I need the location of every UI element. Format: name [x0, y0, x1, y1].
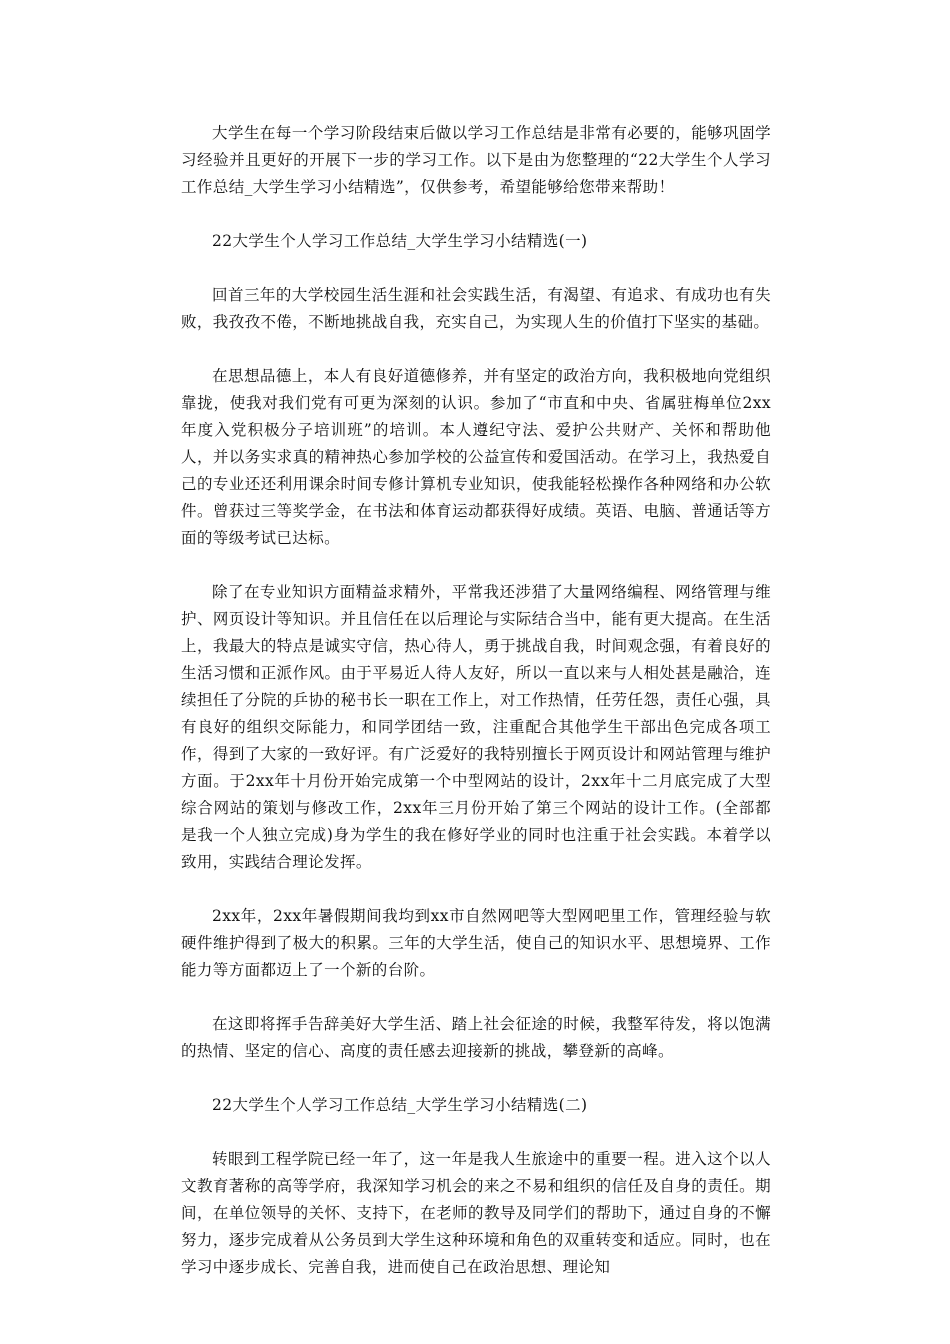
body-paragraph: 2xx年，2xx年暑假期间我均到xx市自然网吧等大型网吧里工作，管理经验与软硬件维护得到了极大的积累。三年的大学生活，使自己的知识水平、思想境界、工作能力等方面都迈上了一个新的台阶。 — [181, 907, 771, 979]
intro-paragraph: 大学生在每一个学习阶段结束后做以学习工作总结是非常有必要的，能够巩固学习经验并且更好的开展下一步的学习工作。以下是由为您整理的“22大学生个人学习工作总结_大学生学习小结精选”，仅供参考，希望能够给您带来帮助！ — [181, 124, 771, 196]
body-paragraph: 回首三年的大学校园生活生涯和社会实践生活，有渴望、有追求、有成功也有失败，我孜孜不倦，不断地挑战自我，充实自己，为实现人生的价值打下坚实的基础。 — [181, 286, 771, 331]
document-body — [181, 120, 771, 1308]
section-heading-2: 22大学生个人学习工作总结_大学生学习小结精选(二) — [212, 1096, 588, 1114]
body-paragraph: 在思想品德上，本人有良好道德修养，并有坚定的政治方向，我积极地向党组织靠拢，使我对我们党有可更为深刻的认识。参加了“市直和中央、省属驻梅单位2xx年度入党积极分子培训班”的培训。本人遵纪守法、爱护公共财产、关怀和帮助他人，并以务实求真的精神热心参加学校的公益宣传和爱国活动。在学习上，我热爱自己的专业还还利用课余时间专修计算机专业知识，使我能轻松操作各种网络和办公软件。曾获过三等奖学金，在书法和体育运动都获得好成绩。英语、电脑、普通话等方面的等级考试已达标。 — [181, 367, 771, 547]
body-paragraph: 转眼到工程学院已经一年了，这一年是我人生旅途中的重要一程。进入这个以人文教育著称的高等学府，我深知学习机会的来之不易和组织的信任及自身的责任。期间，在单位领导的关怀、支持下，在老师的教导及同学们的帮助下，通过自身的不懈努力，逐步完成着从公务员到大学生这种环境和角色的双重转变和适应。同时，也在学习中逐步成长、完善自我，进而使自己在政治思想、理论知 — [181, 1150, 771, 1276]
section-heading-1: 22大学生个人学习工作总结_大学生学习小结精选(一) — [212, 232, 588, 250]
body-paragraph: 除了在专业知识方面精益求精外，平常我还涉猎了大量网络编程、网络管理与维护、网页设计等知识。并且信任在以后理论与实际结合当中，能有更大提高。在生活上，我最大的特点是诚实守信，热心待人，勇于挑战自我，时间观念强，有着良好的生活习惯和正派作风。由于平易近人待人友好，所以一直以来与人相处甚是融洽，连续担任了分院的乒协的秘书长一职在工作上，对工作热情，任劳任怨，责任心强，具有良好的组织交际能力，和同学团结一致，注重配合其他学生干部出色完成各项工作，得到了大家的一致好评。有广泛爱好的我特别擅长于网页设计和网站管理与维护方面。于2xx年十月份开始完成第一个中型网站的设计，2xx年十二月底完成了大型综合网站的策划与修改工作，2xx年三月份开始了第三个网站的设计工作。(全部都是我一个人独立完成)身为学生的我在修好学业的同时也注重于社会实践。本着学以致用，实践结合理论发挥。 — [181, 583, 771, 871]
body-paragraph: 在这即将挥手告辞美好大学生活、踏上社会征途的时候，我整军待发，将以饱满的热情、坚定的信心、高度的责任感去迎接新的挑战，攀登新的高峰。 — [181, 1015, 771, 1060]
